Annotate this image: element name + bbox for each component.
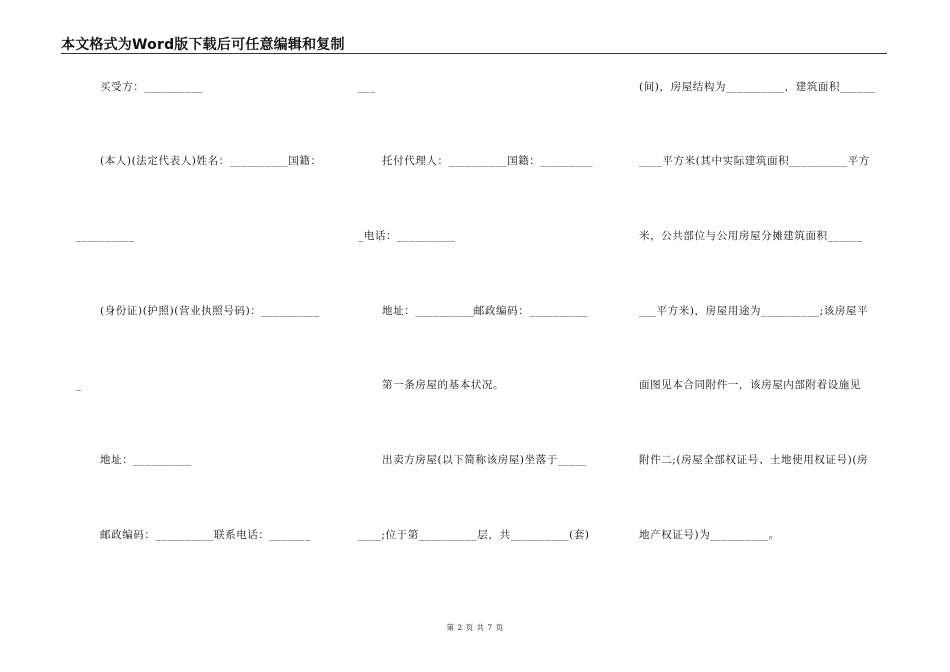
- middle-column: [340, 0, 620, 672]
- structure-area-line: (间)，房屋结构为__________，建筑面积______: [639, 81, 876, 93]
- right-column: [630, 0, 900, 672]
- header-title: 本文格式为Word版下载后可任意编辑和复制: [61, 37, 345, 53]
- page-number: 第 2 页 共 7 页: [446, 623, 504, 632]
- agent-nationality-line: 托付代理人：__________国籍：_________: [382, 155, 594, 167]
- buyer-id-line: (身份证)(护照)(营业执照号码)：__________: [100, 305, 320, 317]
- buyer-line: 买受方：__________: [100, 81, 203, 93]
- buyer-id-continuation: _: [76, 379, 82, 391]
- certificate-line: 附件二;(房屋全部权证号、土地使用权证号)(房: [639, 454, 869, 466]
- buyer-name-continuation: __________: [76, 230, 135, 242]
- property-floor-line: ____;位于第__________层，共__________(套): [358, 529, 590, 541]
- property-location-line: 出卖方房屋(以下简称该房屋)坐落于_____: [382, 454, 588, 466]
- buyer-postcode-phone-line: 邮政编码：__________联系电话：_______: [100, 529, 311, 541]
- buyer-address-line: 地址：__________: [100, 454, 192, 466]
- floor-plan-line: 面图见本合同附件一，该房屋内部附着设施见: [639, 379, 861, 391]
- agent-address-postcode-line: 地址：__________邮政编码：__________: [382, 305, 588, 317]
- left-column: [0, 0, 330, 672]
- certificate-number-line: 地产权证号)为__________。: [639, 529, 780, 541]
- property-use-line: ___平方米)，房屋用途为__________;该房屋平: [639, 305, 869, 317]
- article-one-heading: 第一条房屋的基本状况。: [382, 379, 505, 391]
- buyer-name-nationality-line: (本人)(法定代表人)姓名：__________国籍：: [100, 155, 322, 167]
- agent-phone-line: _电话：__________: [358, 230, 456, 242]
- actual-area-line: ____平方米(其中实际建筑面积__________平方: [639, 155, 870, 167]
- shared-area-line: 米，公共部位与公用房屋分摊建筑面积______: [639, 230, 863, 242]
- phone-continuation: ___: [358, 81, 376, 93]
